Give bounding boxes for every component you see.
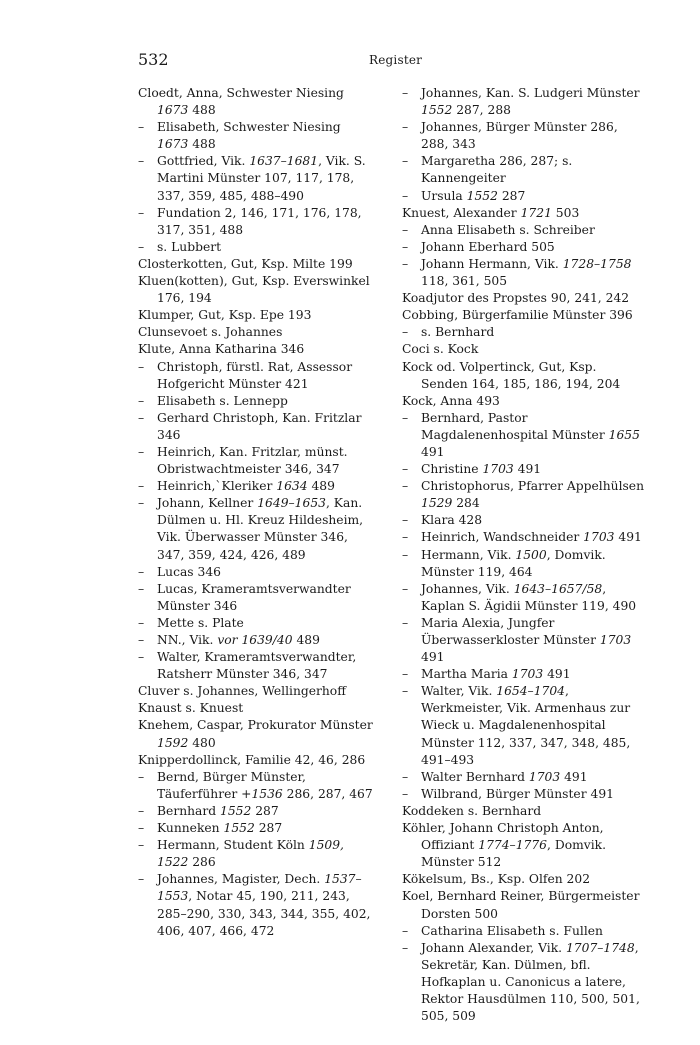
entry-text: Kökelsum, Bs., Ksp. Olfen 202 bbox=[402, 872, 591, 887]
entry-text: 491 bbox=[560, 769, 588, 784]
entry-text: s. Lubbert bbox=[157, 239, 222, 254]
subentry-dash: – bbox=[138, 393, 145, 408]
index-entry bbox=[402, 820, 646, 871]
entry-text: Koadjutor des Propstes 90, 241, 242 bbox=[402, 291, 630, 306]
index-subentry bbox=[402, 512, 646, 529]
entry-text: Walter, Krameramtsverwandter, Ratsherr Münster 346, 347 bbox=[157, 650, 357, 682]
entry-text: 488 bbox=[188, 103, 216, 118]
entry-text: Klara 428 bbox=[421, 513, 483, 528]
index-entry bbox=[138, 324, 373, 341]
entry-date: +1536 bbox=[241, 786, 283, 801]
entry-text: Elisabeth, Schwester Niesing bbox=[157, 120, 341, 135]
subentry-dash: – bbox=[138, 769, 145, 784]
entry-date: 1643–1657/58 bbox=[513, 581, 603, 596]
entry-text: Bernd, Bürger Münster, Täuferführer bbox=[157, 769, 306, 801]
index-subentry bbox=[402, 478, 646, 512]
index-entry bbox=[402, 290, 646, 307]
subentry-dash: – bbox=[402, 513, 409, 528]
subentry-dash: – bbox=[402, 615, 409, 630]
entry-text: Hermann, Student Köln bbox=[157, 838, 309, 853]
entry-text: Johannes, Magister, Dech. bbox=[157, 872, 325, 887]
index-subentry bbox=[138, 359, 373, 393]
entry-text: 286, 287, 467 bbox=[282, 786, 373, 801]
page-number: 532 bbox=[138, 50, 169, 69]
subentry-dash: – bbox=[402, 325, 409, 340]
entry-text: 503 bbox=[551, 205, 580, 220]
index-subentry bbox=[138, 581, 373, 615]
entry-date: 1703 bbox=[511, 667, 544, 682]
index-subentry bbox=[402, 85, 646, 119]
entry-text: Walter Bernhard bbox=[421, 769, 529, 784]
entry-date: 1654–1704 bbox=[496, 684, 566, 699]
entry-text: 118, 361, 505 bbox=[421, 274, 508, 289]
subentry-dash: – bbox=[138, 838, 145, 853]
subentry-dash: – bbox=[402, 530, 409, 545]
entry-text: Knehem, Caspar, Prokurator Münster bbox=[138, 718, 373, 733]
entry-date: 1529 bbox=[421, 496, 453, 511]
entry-date: 1592 bbox=[157, 735, 189, 750]
entry-text: Cobbing, Bürgerfamilie Münster 396 bbox=[402, 308, 633, 323]
entry-text: Bernhard bbox=[157, 803, 221, 818]
entry-date: 1552 bbox=[223, 821, 255, 836]
index-entry bbox=[138, 273, 373, 307]
index-subentry bbox=[402, 119, 646, 153]
subentry-dash: – bbox=[402, 940, 409, 955]
index-subentry bbox=[402, 256, 646, 290]
entry-text: Lucas 346 bbox=[157, 564, 221, 579]
index-entry bbox=[402, 393, 646, 410]
index-column-left bbox=[138, 85, 373, 940]
entry-date: 1721 bbox=[520, 205, 552, 220]
index-entry bbox=[402, 341, 646, 358]
subentry-dash: – bbox=[138, 154, 145, 169]
index-subentry bbox=[138, 837, 373, 871]
entry-text: , Domvik. Münster 119, 464 bbox=[421, 547, 606, 579]
subentry-dash: – bbox=[402, 769, 409, 784]
entry-date: 1537–1553 bbox=[157, 872, 362, 904]
index-column-right bbox=[402, 85, 646, 1025]
entry-text: 491 bbox=[421, 650, 445, 665]
entry-text: Klute, Anna Katharina 346 bbox=[138, 342, 305, 357]
subentry-dash: – bbox=[402, 188, 409, 203]
entry-text: Kock od. Volpertinck, Gut, Ksp. Senden 164, 185, 186, 194, 204 bbox=[402, 359, 621, 391]
subentry-dash: – bbox=[138, 650, 145, 665]
index-subentry bbox=[402, 923, 646, 940]
entry-text: Fundation 2, 146, 171, 176, 178, 317, 351, 488 bbox=[157, 205, 362, 237]
subentry-dash: – bbox=[402, 479, 409, 494]
entry-text: Koddeken s. Bernhard bbox=[402, 803, 542, 818]
index-subentry bbox=[138, 153, 373, 204]
index-subentry bbox=[402, 188, 646, 205]
index-entry bbox=[138, 256, 373, 273]
index-subentry bbox=[138, 564, 373, 581]
subentry-dash: – bbox=[138, 615, 145, 630]
subentry-dash: – bbox=[138, 410, 145, 425]
entry-text: Kock, Anna 493 bbox=[402, 393, 500, 408]
index-subentry bbox=[402, 547, 646, 581]
entry-text: Kunneken bbox=[157, 821, 224, 836]
subentry-dash: – bbox=[402, 923, 409, 938]
entry-text: Bernhard, Pastor Magdalenenhospital Münster bbox=[421, 410, 609, 442]
entry-text: Gerhard Christoph, Kan. Fritzlar 346 bbox=[157, 410, 362, 442]
subentry-dash: – bbox=[402, 120, 409, 135]
entry-text: Clunsevoet s. Johannes bbox=[138, 325, 283, 340]
index-subentry bbox=[402, 615, 646, 666]
entry-text: Johann, Kellner bbox=[157, 496, 258, 511]
subentry-dash: – bbox=[138, 239, 145, 254]
index-entry bbox=[402, 307, 646, 324]
entry-date: 1774–1776 bbox=[478, 838, 548, 853]
subentry-dash: – bbox=[138, 479, 145, 494]
entry-date: 1649–1653 bbox=[257, 496, 326, 511]
entry-text: NN., Vik. bbox=[157, 633, 218, 647]
entry-text: Klumper, Gut, Ksp. Epe 193 bbox=[138, 308, 312, 323]
entry-text: Cluver s. Johannes, Wellingerhoff bbox=[138, 684, 346, 699]
entry-text: Hermann, Vik. bbox=[421, 547, 516, 562]
entry-date: 1703 bbox=[528, 769, 561, 784]
index-entry bbox=[402, 803, 646, 820]
subentry-dash: – bbox=[402, 684, 409, 699]
entry-text: Johannes, Vik. bbox=[421, 581, 514, 596]
entry-text: 489 bbox=[307, 479, 335, 494]
entry-text: Anna Elisabeth s. Schreiber bbox=[421, 222, 595, 237]
entry-text: Closterkotten, Gut, Ksp. Milte 199 bbox=[138, 256, 353, 271]
entry-date: 1552 bbox=[421, 103, 453, 118]
entry-text: 480 bbox=[188, 735, 216, 750]
entry-text: Heinrich,`Kleriker bbox=[157, 479, 277, 494]
entry-date: 1509, 1522 bbox=[157, 838, 344, 870]
entry-date: 1655 bbox=[608, 427, 640, 442]
entry-text: s. Bernhard bbox=[421, 325, 495, 340]
entry-text: Christoph, fürstl. Rat, Assessor Hofgericht Münster 421 bbox=[157, 359, 353, 391]
index-subentry bbox=[402, 683, 646, 768]
entry-text: Knuest, Alexander bbox=[402, 205, 521, 220]
entry-date: 1707–1748 bbox=[565, 940, 635, 955]
subentry-dash: – bbox=[402, 239, 409, 254]
entry-text: Cloedt, Anna, Schwester Niesing bbox=[138, 86, 344, 100]
index-subentry bbox=[402, 461, 646, 478]
subentry-dash: – bbox=[402, 256, 409, 271]
index-subentry bbox=[138, 769, 373, 803]
index-subentry bbox=[402, 222, 646, 239]
subentry-dash: – bbox=[138, 581, 145, 596]
index-subentry bbox=[138, 495, 373, 563]
entry-text: 489 bbox=[292, 633, 320, 647]
entry-text: Lucas, Krameramtsverwandter Münster 346 bbox=[157, 581, 351, 613]
subentry-dash: – bbox=[138, 633, 145, 647]
subentry-dash: – bbox=[402, 222, 409, 237]
index-entry bbox=[138, 341, 373, 358]
index-subentry bbox=[402, 239, 646, 256]
index-subentry bbox=[402, 666, 646, 683]
index-subentry bbox=[402, 769, 646, 786]
index-subentry bbox=[402, 581, 646, 615]
index-entry bbox=[402, 871, 646, 888]
index-subentry bbox=[402, 410, 646, 461]
subentry-dash: – bbox=[138, 359, 145, 374]
entry-text: Elisabeth s. Lennepp bbox=[157, 393, 288, 408]
subentry-dash: – bbox=[402, 410, 409, 425]
subentry-dash: – bbox=[138, 564, 145, 579]
entry-text: Wilbrand, Bürger Münster 491 bbox=[421, 786, 614, 801]
index-subentry bbox=[402, 324, 646, 341]
index-entry bbox=[402, 205, 646, 222]
subentry-dash: – bbox=[402, 462, 409, 477]
index-entry bbox=[138, 717, 373, 751]
running-head: Register bbox=[369, 53, 423, 67]
entry-text: 287 bbox=[497, 188, 526, 203]
index-subentry bbox=[138, 871, 373, 939]
subentry-dash: – bbox=[138, 444, 145, 459]
entry-date: 1703 bbox=[583, 530, 615, 545]
entry-text: , Kaplan S. Ägidii Münster 119, 490 bbox=[421, 581, 637, 613]
index-entry bbox=[138, 683, 373, 700]
entry-text: 491 bbox=[543, 667, 571, 682]
subentry-dash: – bbox=[402, 667, 409, 682]
entry-text: Heinrich, Wandschneider bbox=[421, 530, 584, 545]
entry-text: Heinrich, Kan. Fritzlar, münst. Obristwachtmeister 346, 347 bbox=[157, 444, 348, 477]
entry-text: 488 bbox=[188, 137, 216, 152]
entry-text: Margaretha 286, 287; s. Kannengeiter bbox=[421, 154, 573, 186]
subentry-dash: – bbox=[402, 581, 409, 596]
entry-text: Martha Maria bbox=[421, 667, 512, 682]
entry-text: 287, 288 bbox=[452, 103, 511, 118]
entry-text: Gottfried, Vik. bbox=[157, 154, 250, 169]
index-subentry bbox=[138, 410, 373, 444]
entry-text: Johannes, Bürger Münster 286, 288, 343 bbox=[421, 120, 618, 152]
index-entry bbox=[138, 85, 373, 119]
entry-text: Koel, Bernhard Reiner, Bürgermeister Dorsten 500 bbox=[402, 889, 640, 921]
entry-date: 1673 bbox=[157, 137, 189, 152]
entry-text: Catharina Elisabeth s. Fullen bbox=[421, 923, 603, 938]
entry-text: Johann Hermann, Vik. bbox=[421, 256, 563, 271]
index-entry bbox=[138, 307, 373, 324]
index-subentry bbox=[138, 820, 373, 837]
entry-text: , Notar 45, 190, 211, 243, 285–290, 330, 343, 344, 355, 402, 406, 407, 466, 472 bbox=[157, 889, 371, 938]
entry-date: 1552 bbox=[466, 188, 498, 203]
index-subentry bbox=[138, 632, 373, 649]
subentry-dash: – bbox=[402, 786, 409, 801]
entry-text: 284 bbox=[452, 496, 480, 511]
entry-text: Johann Alexander, Vik. bbox=[421, 940, 566, 955]
subentry-dash: – bbox=[138, 872, 145, 887]
subentry-dash: – bbox=[138, 496, 145, 511]
index-entry bbox=[402, 888, 646, 922]
index-subentry bbox=[402, 529, 646, 546]
entry-date: 1634 bbox=[276, 479, 308, 494]
entry-text: Ursula bbox=[421, 188, 467, 203]
index-subentry bbox=[402, 940, 646, 1025]
index-entry bbox=[138, 700, 373, 717]
subentry-dash: – bbox=[402, 154, 409, 169]
index-subentry bbox=[138, 444, 373, 478]
subentry-dash: – bbox=[138, 120, 145, 135]
subentry-dash: – bbox=[138, 205, 145, 220]
entry-text: 287 bbox=[251, 803, 279, 818]
entry-date: 1703 bbox=[482, 462, 514, 477]
entry-text: , Vik. S. Martini Münster 107, 117, 178, 337, 359, 485, 488–490 bbox=[157, 154, 366, 203]
entry-text: Johannes, Kan. S. Ludgeri Münster bbox=[421, 86, 640, 100]
entry-text: 491 bbox=[614, 530, 642, 545]
entry-text: Walter, Vik. bbox=[421, 684, 497, 699]
entry-text: Coci s. Kock bbox=[402, 342, 479, 357]
subentry-dash: – bbox=[138, 821, 145, 836]
entry-text: 491 bbox=[421, 444, 445, 459]
entry-text: Köhler, Johann Christoph Anton, Offiziant bbox=[402, 821, 604, 853]
entry-text: Johann Eberhard 505 bbox=[421, 239, 555, 254]
entry-date: 1703 bbox=[599, 633, 632, 647]
index-subentry bbox=[138, 119, 373, 153]
entry-text: Knipperdollinck, Familie 42, 46, 286 bbox=[138, 752, 366, 767]
entry-text: , Domvik. Münster 512 bbox=[421, 838, 606, 870]
entry-date: vor 1639/40 bbox=[217, 633, 293, 647]
entry-text: 286 bbox=[188, 855, 216, 870]
entry-text: Christine bbox=[421, 462, 483, 477]
index-subentry bbox=[138, 393, 373, 410]
index-subentry bbox=[138, 478, 373, 495]
entry-text: 287 bbox=[254, 821, 283, 836]
entry-text: Christophorus, Pfarrer Appelhülsen bbox=[421, 479, 645, 494]
entry-date: 1552 bbox=[220, 803, 252, 818]
entry-text: , Kan. Dülmen u. Hl. Kreuz Hildesheim, Vik. Überwasser Münster 346, 347, 359, 424, 426, 489 bbox=[157, 496, 364, 562]
entry-date: 1637–1681 bbox=[249, 154, 319, 169]
entry-text: Kluen(kotten), Gut, Ksp. Everswinkel 176, 194 bbox=[138, 274, 370, 306]
entry-text: Maria Alexia, Jungfer Überwasserkloster Münster bbox=[421, 615, 600, 647]
entry-text: Mette s. Plate bbox=[157, 615, 244, 630]
entry-text: Knaust s. Knuest bbox=[138, 701, 244, 716]
subentry-dash: – bbox=[138, 803, 145, 818]
index-subentry bbox=[402, 153, 646, 187]
index-subentry bbox=[402, 786, 646, 803]
index-subentry bbox=[138, 649, 373, 683]
entry-text: 491 bbox=[513, 462, 542, 477]
index-subentry bbox=[138, 239, 373, 256]
index-entry bbox=[138, 752, 373, 769]
entry-date: 1673 bbox=[157, 103, 189, 118]
entry-date: 1728–1758 bbox=[562, 256, 632, 271]
entry-date: 1500 bbox=[515, 547, 547, 562]
index-subentry bbox=[138, 205, 373, 239]
subentry-dash: – bbox=[402, 547, 409, 562]
entry-text: , Werkmeister, Vik. Armenhaus zur Wieck u. Magdalenenhospital Münster 112, 337, 347, 348, 485, 491–493 bbox=[421, 684, 631, 767]
index-subentry bbox=[138, 803, 373, 820]
index-entry bbox=[402, 359, 646, 393]
subentry-dash: – bbox=[402, 86, 409, 100]
index-subentry bbox=[138, 615, 373, 632]
entry-text: , Sekretär, Kan. Dülmen, bfl. Hofkaplan u. Canonicus a latere, Rektor Hausdülmen 110, 500, 501, 505, 509 bbox=[421, 940, 640, 1024]
